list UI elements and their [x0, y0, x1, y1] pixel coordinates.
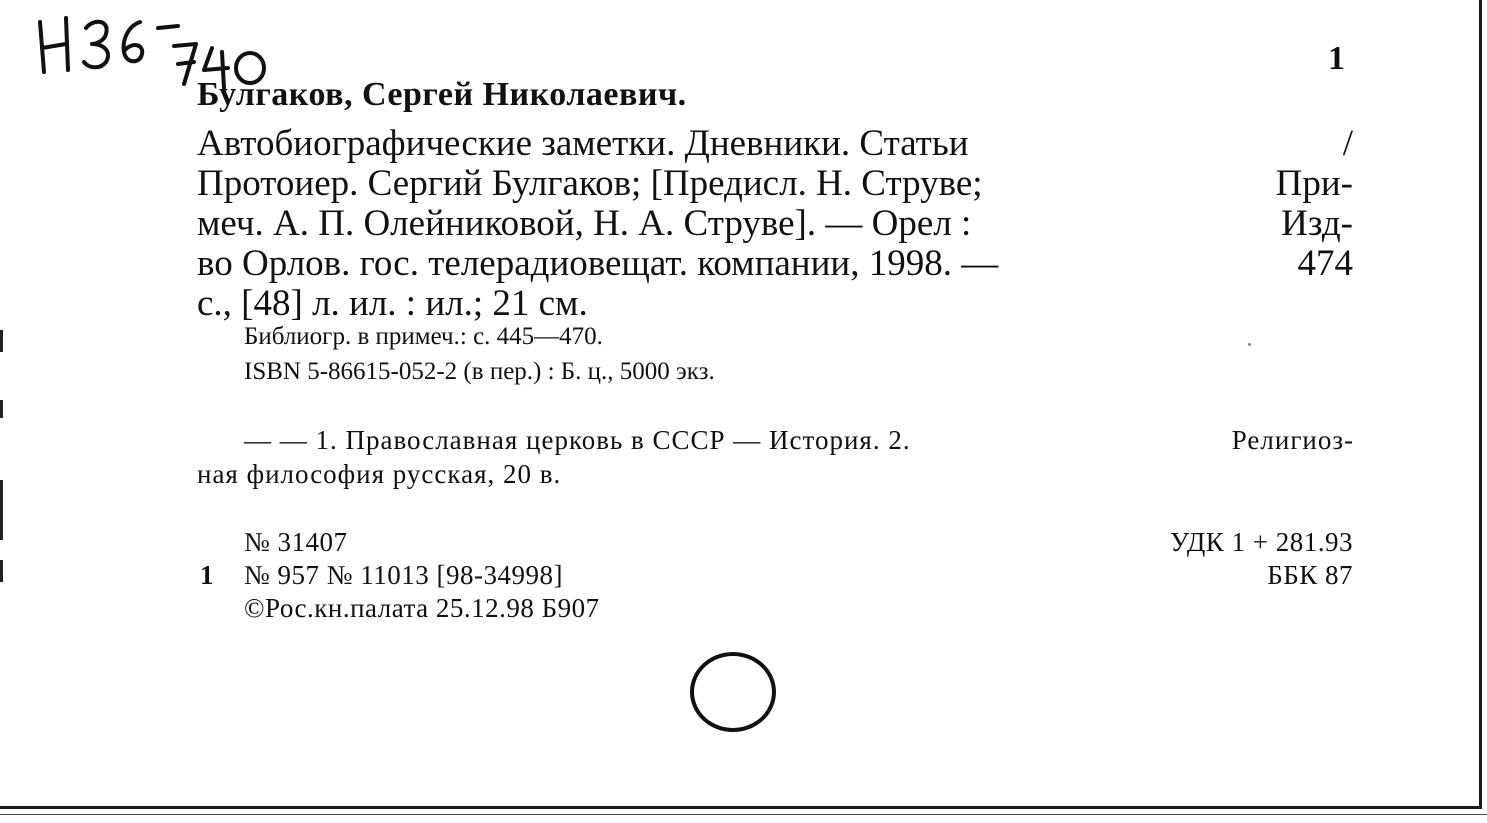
description-text: /	[1342, 123, 1353, 164]
bibliography-note: Библиогр. в примеч.: с. 445—470.	[244, 323, 603, 350]
left-edge-mark	[0, 400, 3, 418]
udk-code: УДК 1 + 281.93	[1169, 527, 1353, 557]
card-bottom-edge	[0, 806, 1482, 809]
card-number: 1	[1328, 40, 1345, 77]
card-bottom-shadow-line	[0, 814, 1487, 815]
description-text: Протоиер. Сергий Булгаков; [Предисл. Н. Струве;	[197, 163, 983, 204]
description-text: 474	[1297, 243, 1353, 284]
description-text: с., [48] л. ил. : ил.; 21 см.	[197, 283, 588, 324]
subjects-line	[244, 424, 1354, 456]
row-marker: 1	[200, 560, 214, 590]
record-numbers: № 957 № 11013 [98-34998]	[244, 560, 563, 590]
card-right-edge	[1479, 0, 1482, 808]
subjects-line-2: ная философия русская, 20 в.	[197, 459, 562, 489]
author-heading: Булгаков, Сергей Николаевич.	[197, 76, 687, 113]
registration-number: № 31407	[244, 527, 348, 557]
description-text: При-	[1275, 163, 1353, 204]
subjects-text: Религиоз-	[1231, 425, 1354, 455]
paper-speck	[1248, 343, 1251, 346]
subjects-text: — — 1. Православная церковь в СССР — История. 2.	[244, 425, 911, 455]
description-text: меч. А. П. Олейниковой, Н. А. Струве]. — Орел :	[197, 203, 972, 244]
punch-hole	[690, 652, 776, 732]
isbn-line: ISBN 5-86615-052-2 (в пер.) : Б. ц., 5000 экз.	[244, 358, 715, 385]
copyright-line: ©Рос.кн.палата 25.12.98 Б907	[244, 593, 600, 623]
left-edge-mark	[0, 480, 3, 540]
bbk-code: ББК 87	[1267, 560, 1353, 590]
description-text: Изд-	[1281, 203, 1353, 244]
description-line	[197, 164, 1353, 204]
description-text: во Орлов. гос. телерадиовещат. компании, 1998. —	[197, 243, 999, 284]
description-text: Автобиографические заметки. Дневники. Статьи	[197, 123, 969, 164]
left-edge-mark	[0, 560, 3, 582]
left-edge-mark	[0, 330, 3, 352]
description-line	[197, 204, 1353, 244]
description-line	[197, 124, 1353, 164]
description-line	[197, 284, 588, 324]
description-line	[197, 244, 1353, 284]
